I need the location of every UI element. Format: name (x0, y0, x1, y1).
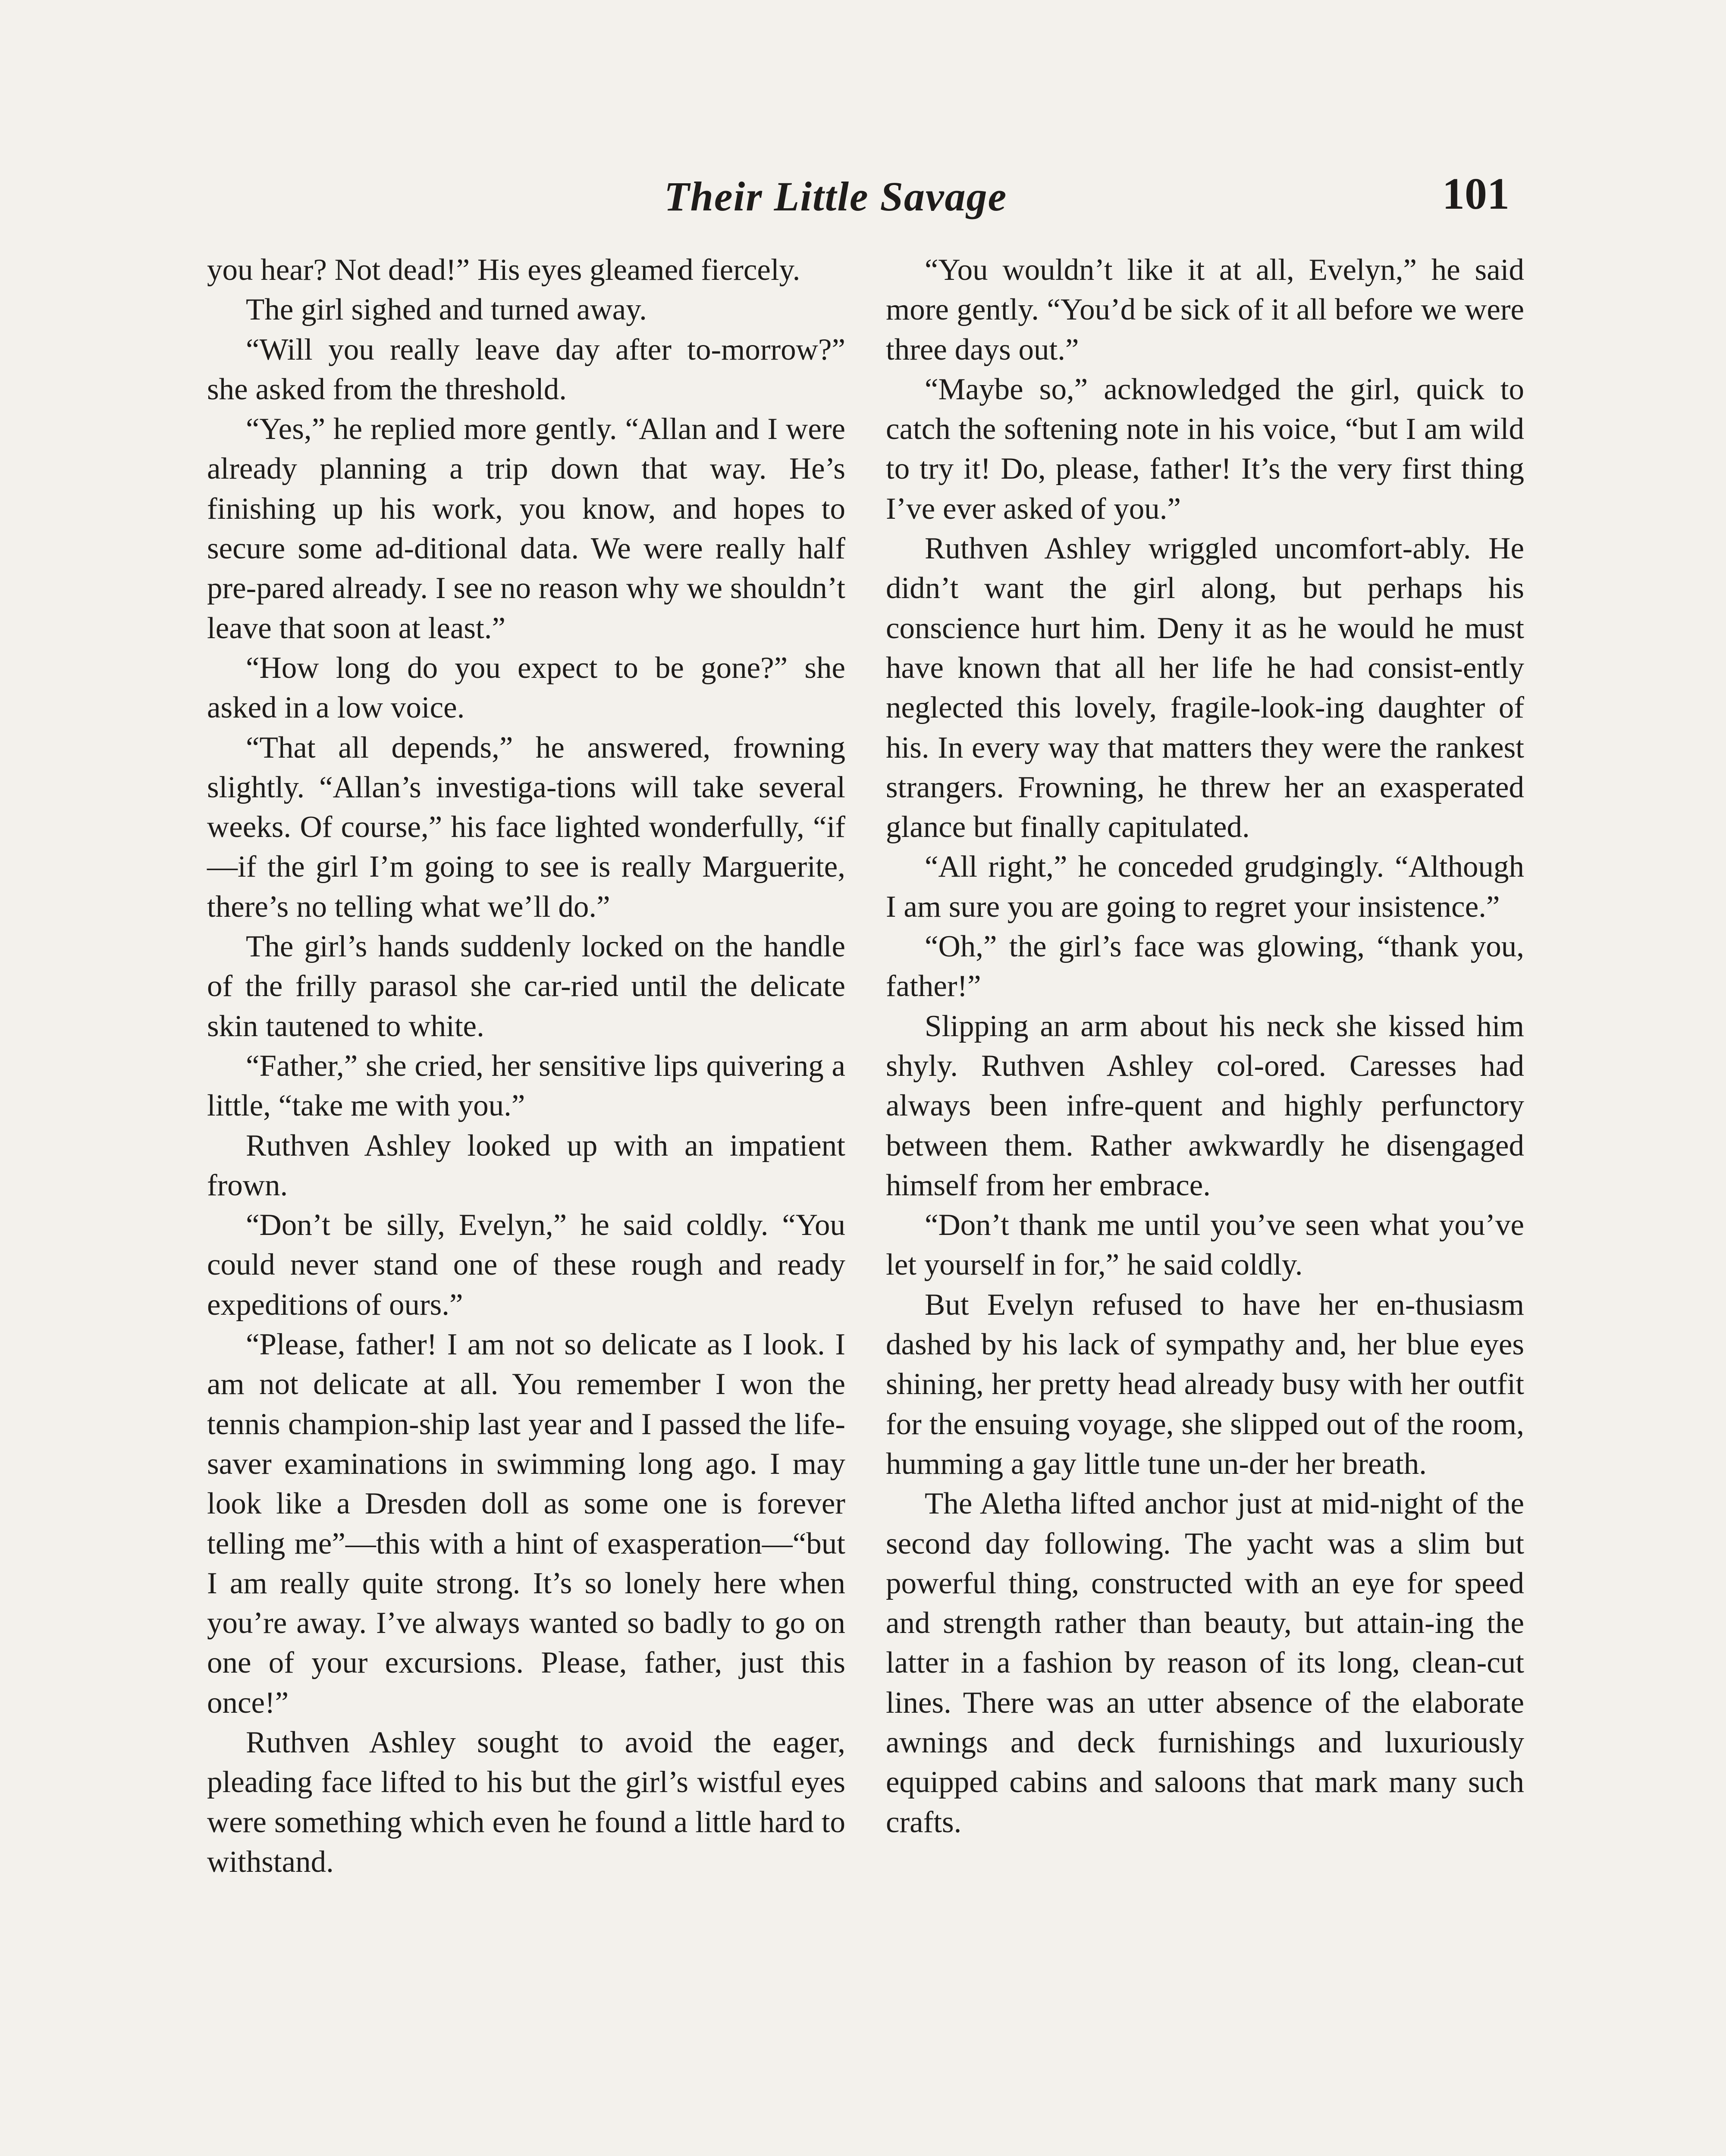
paragraph: The girl’s hands suddenly locked on the handle of the frilly parasol she car-ried until the delicate skin tautened to white. (207, 930, 845, 1043)
paragraph: “You wouldn’t like it at all, Evelyn,” he said more gently. “You’d be sick of it all before we were three days out.” (886, 253, 1524, 367)
right-column (886, 250, 1524, 1842)
paragraph: Slipping an arm about his neck she kissed him shyly. Ruthven Ashley col-ored. Caresses had always been infre-quent and highly perfunctory between them. Rather awkwardly he disengaged himself from her embrace. (886, 1009, 1524, 1202)
paragraph: The girl sighed and turned away. (246, 293, 647, 327)
paragraph: “All right,” he conceded grudgingly. “Although I am sure you are going to regret your insistence.” (886, 850, 1524, 924)
running-title: Their Little Savage (664, 173, 1007, 219)
paragraph: “How long do you expect to be gone?” she asked in a low voice. (207, 651, 845, 725)
paragraph: “Yes,” he replied more gently. “Allan and I were already planning a trip down that way. He’s finishing up his work, you know, and hopes to secure some ad-ditional data. We were really half pre-pared already. I see no reason why we shouldn’t leave that soon at least.” (207, 412, 845, 645)
paragraph: The Aletha lifted anchor just at mid-night of the second day following. The yacht was a slim but powerful thing, constructed with an eye for speed and strength rather than beauty, but attain-ing the latter in a fashion by reason of its long, clean-cut lines. There was an utter absence of the elaborate awnings and deck furnishings and luxuriously equipped cabins and saloons that mark many such crafts. (886, 1487, 1524, 1839)
paragraph: “Maybe so,” acknowledged the girl, quick to catch the softening note in his voice, “but I am wild to try it! Do, please, father! It’s the very first thing I’ve ever asked of you.” (886, 372, 1524, 526)
page-header (207, 160, 1527, 229)
paragraph: “Don’t thank me until you’ve seen what you’ve let yourself in for,” he said coldly. (886, 1208, 1524, 1282)
paragraph: “Please, father! I am not so delicate as I look. I am not delicate at all. You remember I won the tennis champion-ship last year and I passed the life-saver examinations in swimming long ago. I may look like a Dresden doll as some one is forever telling me”—this with a hint of exasperation—“but I am really quite strong. It’s so lonely here when you’re away. I’ve always wanted so badly to go on one of your excursions. Please, father, just this once!” (207, 1328, 845, 1720)
paragraph: Ruthven Ashley wriggled uncomfort-ably. He didn’t want the girl along, but perhaps his conscience hurt him. Deny it as he would he must have known that all her life he had consist-ently neglected this lovely, fragile-look-ing daughter of his. In every way that matters they were the rankest strangers. Frowning, he threw her an exasperated glance but finally capitulated. (886, 532, 1524, 844)
paragraph: “Will you really leave day after to-morrow?” she asked from the threshold. (207, 332, 845, 406)
paragraph: Ruthven Ashley looked up with an impatient frown. (207, 1128, 845, 1202)
left-column (207, 250, 845, 1882)
paragraph: “Father,” she cried, her sensitive lips quivering a little, “take me with you.” (207, 1049, 845, 1123)
page-number: 101 (1442, 169, 1509, 219)
paragraph: you hear? Not dead!” His eyes gleamed fiercely. (207, 253, 800, 287)
paragraph: “Don’t be silly, Evelyn,” he said coldly. “You could never stand one of these rough and ready expeditions of ours.” (207, 1208, 845, 1322)
paragraph: “That all depends,” he answered, frowning slightly. “Allan’s investiga-tions will take several weeks. Of course,” his face lighted wonderfully, “if—if the girl I’m going to see is really Marguerite, there’s no telling what we’ll do.” (207, 730, 845, 924)
paragraph: “Oh,” the girl’s face was glowing, “thank you, father!” (886, 930, 1524, 1003)
paragraph: But Evelyn refused to have her en-thusiasm dashed by his lack of sympathy and, her blue eyes shining, her pretty head already busy with her outfit for the ensuing voyage, she slipped out of the room, humming a gay little tune un-der her breath. (886, 1288, 1524, 1481)
paragraph: Ruthven Ashley sought to avoid the eager, pleading face lifted to his but the girl’s wistful eyes were something which even he found a little hard to withstand. (207, 1725, 845, 1879)
